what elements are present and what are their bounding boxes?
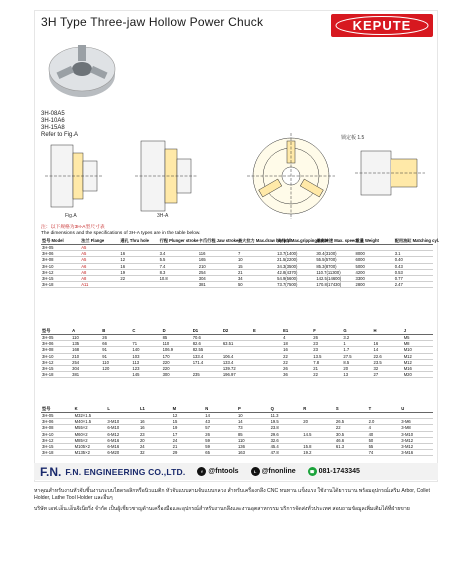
description-paragraph: บริษัท เอฟ.เอ็น.เอ็นจิเนียริ่ง จำกัด เป็นผู้เชี่ยวชาญด้านเครื่องมือและอุปกรณ์สำหรับงานกลึงและงานอุตสาหกรรม บริการจัดส่งทั่วประเทศ สอบถามข้อมูลเพิ่มเติมได้ที่ฝ่ายขาย — [34, 506, 410, 513]
table-cell: 21 — [237, 269, 276, 275]
table-header-cell: 最大拉力 Max.draw bar pull — [237, 238, 292, 243]
table-cell: 15 — [237, 263, 276, 269]
table-cell: 74 — [368, 450, 401, 456]
table-cell: 21 — [312, 366, 342, 372]
table-header-cell: G — [342, 327, 372, 335]
table-cell: 82.55 — [192, 347, 222, 353]
table-cell: 20 — [139, 437, 172, 443]
table-header-cell: 重量 Weight — [355, 237, 394, 245]
table-cell: 133.4 — [222, 359, 252, 365]
table-cell: 36 — [282, 372, 312, 378]
model-item: Refer to Fig.A — [41, 132, 79, 138]
table-cell: 170 — [162, 353, 192, 359]
table-header-cell: E1 — [282, 327, 312, 335]
table-cell: 3H-18 — [41, 282, 80, 288]
table-header-cell: B — [101, 327, 131, 335]
table-cell: 19 — [172, 425, 205, 431]
table-cell: A8 — [80, 276, 119, 282]
chuck-photo-icon — [45, 39, 119, 101]
footer-bar — [34, 463, 438, 480]
table-header-cell: A — [71, 327, 101, 335]
table-cell: 21.5(2200) — [276, 257, 315, 263]
table-cell: 3H-05 — [41, 335, 71, 341]
facebook-icon: f — [197, 467, 206, 476]
page-title: 3H Type Three-jaw Hollow Power Chuck — [41, 15, 264, 29]
table-header-cell: D2 — [222, 327, 252, 335]
table-cell: 3-M8 — [400, 425, 433, 431]
table-cell: 2.47 — [394, 282, 433, 288]
table-cell: 304 — [71, 366, 101, 372]
table-cell: 26 — [282, 366, 312, 372]
table-cell: M135×2 — [74, 450, 107, 456]
table-cell: 3H-12 — [41, 359, 71, 365]
table-cell: 26 — [204, 431, 237, 437]
table-cell: M40×1.5 — [74, 419, 107, 425]
table-header-cell: H — [373, 327, 403, 335]
table-cell: M16 — [403, 366, 433, 372]
table-cell: 381 — [198, 282, 237, 288]
table-cell: A5 — [80, 251, 119, 257]
front-view-drawing — [247, 133, 335, 219]
table-cell: 3H-10 — [41, 263, 80, 269]
table-cell: 59 — [204, 437, 237, 443]
table-cell: 0.53 — [394, 269, 433, 275]
line-handle[interactable] — [251, 467, 296, 476]
table-cell: 3H-05 — [41, 413, 74, 419]
side-view-drawing-b — [135, 141, 197, 211]
table-cell: 19 — [119, 269, 158, 275]
table-cell: M12 — [403, 359, 433, 365]
table-cell: 10 — [237, 257, 276, 263]
table-cell: 3.1 — [394, 251, 433, 257]
spec-table-mounting — [41, 405, 433, 456]
facebook-handle[interactable] — [197, 467, 238, 476]
table-cell: 57 — [204, 425, 237, 431]
table-cell: 120 — [101, 366, 131, 372]
model-item: 3H-15A8 — [41, 125, 65, 131]
table-cell: 91 — [101, 353, 131, 359]
table-cell: 12 — [172, 413, 205, 419]
table-cell: 82.6 — [192, 341, 222, 347]
table-cell: 24 — [172, 437, 205, 443]
table-header-cell: R — [302, 405, 335, 413]
table-cell: 3-M12 — [400, 437, 433, 443]
table-header-cell: 最高转速 Max. speed — [316, 238, 357, 243]
brand-logo — [331, 14, 433, 37]
table-cell: M8 — [403, 341, 433, 347]
table-cell: 26 — [312, 335, 342, 341]
table-cell: 3H-18 — [41, 450, 74, 456]
table-cell: 16 — [373, 341, 403, 347]
table-cell: 20 — [342, 366, 372, 372]
table-cell: 106.4 — [222, 353, 252, 359]
table-cell: 3H-06 — [41, 419, 74, 425]
description — [34, 488, 438, 518]
jaw-detail-drawing — [355, 151, 425, 195]
table-cell: A6 — [80, 263, 119, 269]
table-cell: 3H-06 — [41, 341, 71, 347]
table-cell: 3H-18 — [41, 372, 71, 378]
table-cell: 22 — [119, 276, 158, 282]
table-cell: 17 — [172, 431, 205, 437]
table-cell: 7 — [237, 251, 276, 257]
table-cell: 3H-06 — [41, 251, 80, 257]
table-cell: 3H-10 — [41, 431, 74, 437]
model-item: 3H-08A5 — [41, 111, 65, 117]
table-cell: 15 — [172, 419, 205, 425]
table-cell: 3H-12 — [41, 269, 80, 275]
table-cell: 66 — [101, 341, 131, 347]
table-cell: 42.8(4370) — [276, 269, 315, 275]
table-cell: 2800 — [355, 282, 394, 288]
table-cell: 29.6 — [270, 431, 303, 437]
table-row — [41, 282, 433, 288]
phone-text: 081-1743345 — [318, 468, 360, 475]
table-cell: M85×2 — [74, 437, 107, 443]
table-cell: 110 — [101, 359, 131, 365]
table-cell: 6-M20 — [106, 450, 139, 456]
table-cell: 0.77 — [394, 276, 433, 282]
table-header-cell: C — [131, 327, 161, 335]
line-icon: L — [251, 467, 260, 476]
table-cell — [101, 372, 131, 378]
table-cell: 14.5 — [302, 431, 335, 437]
table-cell: 19.2 — [302, 450, 335, 456]
side-view-drawing-a — [45, 145, 103, 207]
table-cell: 6-M16 — [106, 437, 139, 443]
line-text: @fnonline — [261, 468, 296, 475]
table-cell: M55×2 — [74, 425, 107, 431]
table-header-row — [41, 327, 433, 335]
table-cell: 11.3 — [270, 413, 303, 419]
table-cell: 3H-08 — [41, 425, 74, 431]
table-cell: 145 — [131, 372, 161, 378]
table-cell: 3H-15 — [41, 276, 80, 282]
table-cell: 85 — [237, 431, 270, 437]
table-cell: 123 — [131, 366, 161, 372]
table-cell: 32 — [373, 366, 403, 372]
table-cell: 50 — [237, 282, 276, 288]
table-header-cell: 行程 Plunger stroke — [159, 238, 199, 243]
table-cell: 3H-15 — [41, 366, 71, 372]
table-cell: 254 — [198, 269, 237, 275]
table-cell: 3H-05 — [41, 245, 80, 251]
table-cell: 10.8 — [159, 276, 198, 282]
table-header-cell: D1 — [192, 327, 222, 335]
table-cell: 40 — [368, 431, 401, 437]
fig-a-label: Fig.A — [65, 213, 77, 219]
table-cell: 235 — [192, 372, 222, 378]
table-cell: 254 — [71, 359, 101, 365]
fig-3h-label: 3H-A — [157, 213, 169, 219]
table-cell: 304 — [198, 276, 237, 282]
table-header-cell: J — [403, 327, 433, 335]
table-cell: 4 — [368, 425, 401, 431]
table-cell: 136 — [237, 444, 270, 450]
company-logo: F.N. — [40, 464, 62, 479]
table-header-cell: U — [400, 405, 433, 413]
model-item: 3H-10A6 — [41, 118, 65, 124]
table-cell: 103 — [131, 353, 161, 359]
spec-table-dimensions — [41, 327, 433, 378]
table-cell: M12 — [403, 353, 433, 359]
table-cell: 13.7(1400) — [276, 251, 315, 257]
table-cell: 1 — [342, 341, 372, 347]
table-cell: 16 — [282, 347, 312, 353]
table-cell: 7.4 — [159, 263, 198, 269]
table-cell: 13 — [342, 372, 372, 378]
table-cell: 85.3(8700) — [315, 263, 354, 269]
table-cell: 23 — [312, 341, 342, 347]
table-header-cell: P — [237, 405, 270, 413]
table-cell: 59 — [204, 444, 237, 450]
table-cell: 34 — [237, 276, 276, 282]
catalog-sheet — [34, 10, 438, 482]
table-cell — [252, 372, 282, 378]
table-cell — [119, 282, 158, 288]
table-header-cell: D — [162, 327, 192, 335]
table-header-cell: 型号 — [41, 405, 74, 413]
table-header-cell: 型号 — [41, 327, 71, 335]
table-cell: 220 — [162, 366, 192, 372]
table-cell: 8000 — [355, 251, 394, 257]
table-cell: 32.6 — [270, 437, 303, 443]
brand-name: KEPUTE — [352, 18, 412, 33]
table-cell: 14 — [237, 419, 270, 425]
table-header-row — [41, 237, 433, 245]
table-cell: 20 — [302, 419, 335, 425]
table-cell: 0.43 — [394, 263, 433, 269]
table-cell: M32×1.5 — [74, 413, 107, 419]
table-cell: 3-M6 — [400, 419, 433, 425]
table-cell: 4 — [282, 335, 312, 341]
table-cell: 30.4(3100) — [315, 251, 354, 257]
table-cell: 22 — [282, 353, 312, 359]
table-cell: 10 — [237, 413, 270, 419]
table-cell: 106.9 — [162, 347, 192, 353]
table-cell: 73 — [237, 425, 270, 431]
table-cell: M105×2 — [74, 444, 107, 450]
table-header-cell: F — [312, 327, 342, 335]
table-cell: 43 — [204, 419, 237, 425]
table-header-row — [41, 405, 433, 413]
table-cell: 0.40 — [394, 257, 433, 263]
table-cell: 24 — [139, 444, 172, 450]
table-cell: 23.8 — [270, 425, 303, 431]
description-paragraph: หาคุณสำหรับงานหัวจับชิ้นงานระบบไฮดรอลิกหรือนิวแมติก หัวจับแบบสามจับแบบกลวง สำหรับเครื่องกลึง CNC ทนทาน แข็งแรง ใช้งานได้ยาวนาน พร้อมอุปกรณ์เสริม Arbor, Collet Holder, Lathe Tool Holder และอื่นๆ — [34, 488, 430, 502]
table-header-cell: M — [172, 405, 205, 413]
table-row — [41, 372, 433, 378]
table-cell — [159, 282, 198, 288]
table-header-cell: 型号 Model — [41, 237, 80, 245]
table-cell: 6-M12 — [106, 431, 139, 437]
table-cell — [335, 450, 368, 456]
table-cell: 142.5(14600) — [315, 276, 354, 282]
table-cell: 5.5 — [159, 257, 198, 263]
phone-contact[interactable] — [308, 467, 360, 476]
table-cell: 220 — [162, 359, 192, 365]
table-header-cell: 卡爪行程 Jaw stroke — [198, 238, 239, 243]
table-cell: 381 — [71, 372, 101, 378]
table-cell: 135 — [71, 341, 101, 347]
table-cell: 46.6 — [335, 437, 368, 443]
table-header-cell: T — [368, 405, 401, 413]
table-cell: 54.9(5600) — [276, 276, 315, 282]
table-header-cell: N — [204, 405, 237, 413]
table-cell: 163 — [237, 450, 270, 456]
table-header-cell: S — [335, 405, 368, 413]
table-cell: 14 — [373, 347, 403, 353]
table-cell: 22 — [282, 359, 312, 365]
table-cell: 3.2 — [342, 335, 372, 341]
table-header-cell: 通孔 Thru hole — [119, 237, 158, 245]
table-cell: 27 — [373, 372, 403, 378]
table-cell: 3H-08 — [41, 257, 80, 263]
table-cell: 110.7(11300) — [315, 269, 354, 275]
table-cell: 32 — [139, 450, 172, 456]
table-cell: 26 — [101, 335, 131, 341]
table-cell: 45.4 — [270, 444, 303, 450]
table-cell: 23.5 — [373, 359, 403, 365]
table-cell: 3.4 — [159, 251, 198, 257]
table-cell: 3-M10 — [106, 419, 139, 425]
table-cell: 27.5 — [342, 353, 372, 359]
table-cell: 14 — [204, 413, 237, 419]
table-cell: 165 — [198, 257, 237, 263]
table-cell: 65 — [204, 450, 237, 456]
table-cell: 5000 — [355, 263, 394, 269]
spec-table-performance — [41, 237, 440, 288]
table-cell: 113 — [131, 359, 161, 365]
table-cell: 61.3 — [335, 444, 368, 450]
table-cell: A11 — [80, 282, 119, 288]
table-cell: 4200 — [355, 269, 394, 275]
table-cell: 210 — [198, 263, 237, 269]
table-cell: 18 — [282, 341, 312, 347]
table-cell: 168 — [71, 347, 101, 353]
technical-drawings — [41, 131, 433, 219]
table-header-cell: K — [74, 405, 107, 413]
table-cell: 3-M10 — [400, 431, 433, 437]
table-cell: 22 — [335, 425, 368, 431]
table-cell: 55 — [368, 444, 401, 450]
table-cell: 3H-08 — [41, 347, 71, 353]
table-cell: 140 — [131, 347, 161, 353]
table-header-cell: 法兰 Flange — [80, 237, 119, 245]
table-cell: 2.0 — [368, 419, 401, 425]
table-cell: 3H-12 — [41, 437, 74, 443]
table-cell: 210 — [71, 353, 101, 359]
table-cell: 23 — [312, 347, 342, 353]
facebook-text: @fntools — [208, 468, 239, 475]
table-cell: 91 — [101, 347, 131, 353]
table-cell: 6000 — [355, 257, 394, 263]
table-cell: A5 — [80, 245, 119, 251]
table-header-cell: 夹持力 Max.gripping force — [277, 238, 329, 243]
table-cell: 3-M16 — [400, 450, 433, 456]
phone-icon: ☎ — [308, 467, 317, 476]
table-cell: A8 — [80, 269, 119, 275]
table-cell: 133.4 — [192, 353, 222, 359]
table-cell: 34.3(3500) — [276, 263, 315, 269]
table-cell: 110 — [237, 437, 270, 443]
table-cell: 3H-15 — [41, 444, 74, 450]
table-cell: 63.51 — [222, 341, 252, 347]
table-cell: M10 — [403, 347, 433, 353]
table-cell: 22 — [312, 372, 342, 378]
table-cell: 85 — [162, 335, 192, 341]
table-cell: 16 — [119, 251, 158, 257]
table-header-cell: L1 — [139, 405, 172, 413]
table-cell: 110 — [71, 335, 101, 341]
table-cell: 16 — [119, 263, 158, 269]
table-cell: 13.5 — [312, 353, 342, 359]
table-cell: 47.8 — [270, 450, 303, 456]
table-cell: M20 — [403, 372, 433, 378]
table-cell: M5 — [403, 335, 433, 341]
table-cell: 3H-10 — [41, 353, 71, 359]
table-cell: 15.8 — [302, 444, 335, 450]
table-note-cn: 注：以下规格为3H-A型尺寸表 — [41, 225, 105, 230]
table-cell: 55.5(5700) — [315, 257, 354, 263]
table-header-cell: L — [106, 405, 139, 413]
table-cell: 6-M10 — [106, 425, 139, 431]
table-cell: 12 — [119, 257, 158, 263]
table-cell: 3300 — [355, 276, 394, 282]
rotation-label: 锁定板 1.5 — [341, 135, 365, 141]
table-cell: 300 — [162, 372, 192, 378]
table-cell: 171.4 — [192, 359, 222, 365]
table-cell: 21 — [172, 444, 205, 450]
table-cell: 16 — [139, 419, 172, 425]
table-cell: 23 — [139, 431, 172, 437]
table-cell: A5 — [80, 257, 119, 263]
table-header-cell: 配用油缸 Matching cyl. — [394, 238, 440, 243]
table-cell: M60×2 — [74, 431, 107, 437]
table-cell: 196.97 — [222, 372, 252, 378]
table-cell: 73.7(7500) — [276, 282, 315, 288]
table-cell: 50 — [368, 437, 401, 443]
table-cell: 30.5 — [335, 431, 368, 437]
table-cell: 8.3 — [159, 269, 198, 275]
table-note — [41, 225, 200, 237]
table-header-cell: E — [252, 327, 282, 335]
table-cell: 6-M16 — [106, 444, 139, 450]
table-cell: 139.72 — [222, 366, 252, 372]
table-cell: 19.5 — [270, 419, 303, 425]
table-cell: 8.5 — [342, 359, 372, 365]
table-cell: 22.6 — [373, 353, 403, 359]
table-cell: 29 — [172, 450, 205, 456]
table-cell: 170.8(17430) — [315, 282, 354, 288]
table-cell: 116 — [198, 251, 237, 257]
table-cell: 1.7 — [342, 347, 372, 353]
table-cell: 3-M12 — [400, 444, 433, 450]
table-cell: 16 — [139, 425, 172, 431]
table-row — [41, 450, 433, 456]
table-cell: 26.5 — [335, 419, 368, 425]
table-note-en: The dimensions and the specifications of 3H-A types are in the table below. — [41, 231, 201, 236]
table-cell: 110 — [162, 341, 192, 347]
table-header-cell: Q — [270, 405, 303, 413]
table-cell: 71 — [131, 341, 161, 347]
table-cell: 70.6 — [192, 335, 222, 341]
table-cell: 7.8 — [312, 359, 342, 365]
company-name: F.N. ENGINEERING CO.,LTD. — [65, 466, 186, 477]
